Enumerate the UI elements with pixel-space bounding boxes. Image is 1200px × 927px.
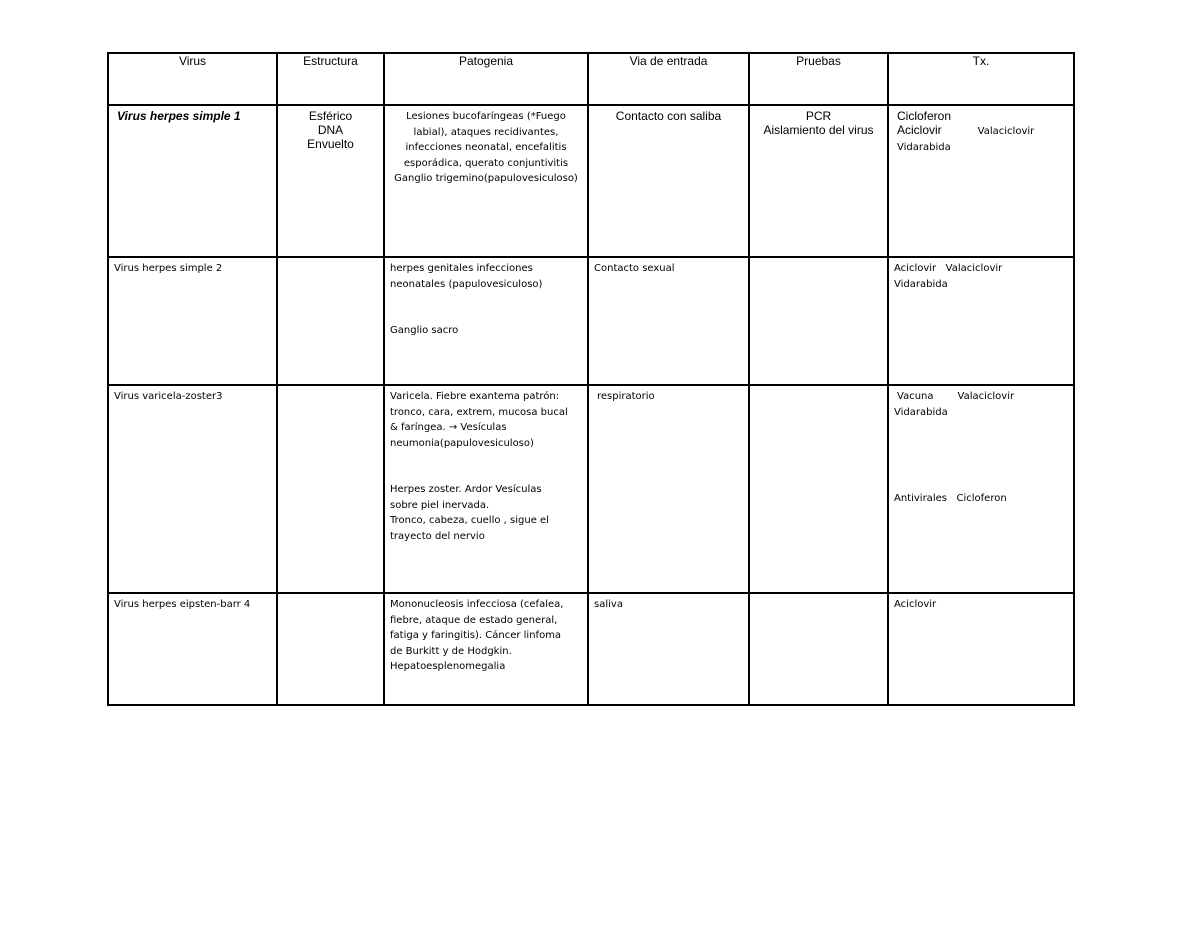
tx-line: Aciclovir Valaciclovir <box>894 263 1003 274</box>
table-row <box>108 257 1074 385</box>
virus-table <box>107 52 1075 706</box>
tx-line: Antivirales Cicloferon <box>894 493 1007 504</box>
patogenia-line: labial), ataques recidivantes, <box>413 126 559 138</box>
patogenia-text <box>385 258 587 339</box>
cell-via-de-entrada <box>588 385 749 593</box>
cell-pruebas <box>749 385 888 593</box>
header-via-de-entrada: Via de entrada <box>588 53 749 105</box>
patogenia-line: trayecto del nervio <box>390 530 485 542</box>
patogenia-line: Herpes zoster. Ardor Vesículas <box>390 484 542 495</box>
via-text: respiratorio <box>597 391 655 402</box>
estructura-line: Envuelto <box>307 137 354 151</box>
cell-pruebas <box>749 257 888 385</box>
table-row <box>108 385 1074 593</box>
cell-estructura <box>277 257 384 385</box>
patogenia-line: neonatales (papulovesiculoso) <box>390 278 543 290</box>
estructura-text <box>278 106 383 151</box>
virus-name: Virus herpes simple 2 <box>114 263 223 274</box>
cell-pruebas <box>749 105 888 257</box>
cell-patogenia <box>384 257 588 385</box>
cell-via-de-entrada <box>588 257 749 385</box>
cell-estructura <box>277 105 384 257</box>
tx-line <box>897 123 1068 140</box>
virus-name: Virus herpes eipsten-barr 4 <box>114 599 251 610</box>
cell-tx <box>888 105 1074 257</box>
table-row <box>108 593 1074 705</box>
header-patogenia: Patogenia <box>384 53 588 105</box>
cell-via-de-entrada <box>588 105 749 257</box>
table-row <box>108 105 1074 257</box>
tx-drug: Aciclovir <box>897 123 942 137</box>
pruebas-text <box>750 106 887 137</box>
header-tx: Tx. <box>888 53 1074 105</box>
patogenia-line: Ganglio trigemino(papulovesiculoso) <box>394 173 578 184</box>
cell-estructura <box>277 593 384 705</box>
patogenia-line: Ganglio sacro <box>390 325 459 336</box>
cell-virus <box>108 257 277 385</box>
patogenia-line: tronco, cara, extrem, mucosa bucal <box>390 406 568 418</box>
patogenia-line: Mononucleosis infecciosa (cefalea, <box>390 599 564 610</box>
tx-line: Vidarabida <box>894 406 948 418</box>
tx-line <box>894 389 1068 405</box>
patogenia-line: Varicela. Fiebre exantema patrón: <box>390 391 560 402</box>
via-text: Contacto sexual <box>594 263 675 274</box>
pruebas-line: Aislamiento del virus <box>763 123 874 137</box>
tx-drug: Valaciclovir <box>957 391 1015 402</box>
patogenia-line: neumonia(papulovesiculoso) <box>390 437 534 449</box>
estructura-line: DNA <box>317 123 344 137</box>
virus-name: Virus varicela-zoster3 <box>114 391 223 402</box>
tx-text <box>889 386 1073 507</box>
tx-drug: Vacuna <box>897 391 934 402</box>
virus-name: Virus herpes simple 1 <box>117 109 241 123</box>
patogenia-text <box>385 106 587 187</box>
cell-estructura <box>277 385 384 593</box>
patogenia-line: herpes genitales infecciones <box>390 263 533 274</box>
cell-virus <box>108 593 277 705</box>
patogenia-text <box>385 594 587 675</box>
patogenia-line: esporádica, querato conjuntivitis <box>403 157 569 169</box>
header-row <box>108 53 1074 105</box>
patogenia-text <box>385 386 587 544</box>
tx-text <box>889 106 1073 155</box>
cell-via-de-entrada <box>588 593 749 705</box>
patogenia-line: Lesiones bucofaríngeas (*Fuego <box>406 111 566 122</box>
patogenia-line: infecciones neonatal, encefalitis <box>405 142 567 153</box>
patogenia-line: fiebre, ataque de estado general, <box>390 614 558 626</box>
cell-virus <box>108 105 277 257</box>
cell-virus <box>108 385 277 593</box>
pruebas-line: PCR <box>805 109 832 123</box>
cell-patogenia <box>384 105 588 257</box>
estructura-line: Esférico <box>308 109 353 123</box>
cell-patogenia <box>384 593 588 705</box>
tx-drug: Valaciclovir <box>977 126 1035 137</box>
header-estructura: Estructura <box>277 53 384 105</box>
via-text: Contacto con saliba <box>615 109 722 123</box>
cell-tx <box>888 257 1074 385</box>
patogenia-line: de Burkitt y de Hodgkin. <box>390 645 512 657</box>
patogenia-line: sobre piel inervada. <box>390 499 490 511</box>
patogenia-line: Tronco, cabeza, cuello , sigue el <box>390 515 549 526</box>
tx-line: Vidarabida <box>894 278 948 290</box>
patogenia-line: & faríngea. → Vesículas <box>390 422 507 433</box>
tx-text <box>889 258 1073 292</box>
tx-line: Vidarabida <box>897 141 951 153</box>
patogenia-line: Hepatoesplenomegalia <box>390 661 506 672</box>
header-pruebas: Pruebas <box>749 53 888 105</box>
patogenia-line: fatiga y faringitis). Cáncer linfoma <box>390 630 562 641</box>
via-text: saliva <box>594 599 623 610</box>
tx-text: Aciclovir <box>894 599 937 610</box>
cell-pruebas <box>749 593 888 705</box>
cell-tx <box>888 593 1074 705</box>
cell-patogenia <box>384 385 588 593</box>
cell-tx <box>888 385 1074 593</box>
header-virus: Virus <box>108 53 277 105</box>
tx-line: Cicloferon <box>897 109 952 123</box>
